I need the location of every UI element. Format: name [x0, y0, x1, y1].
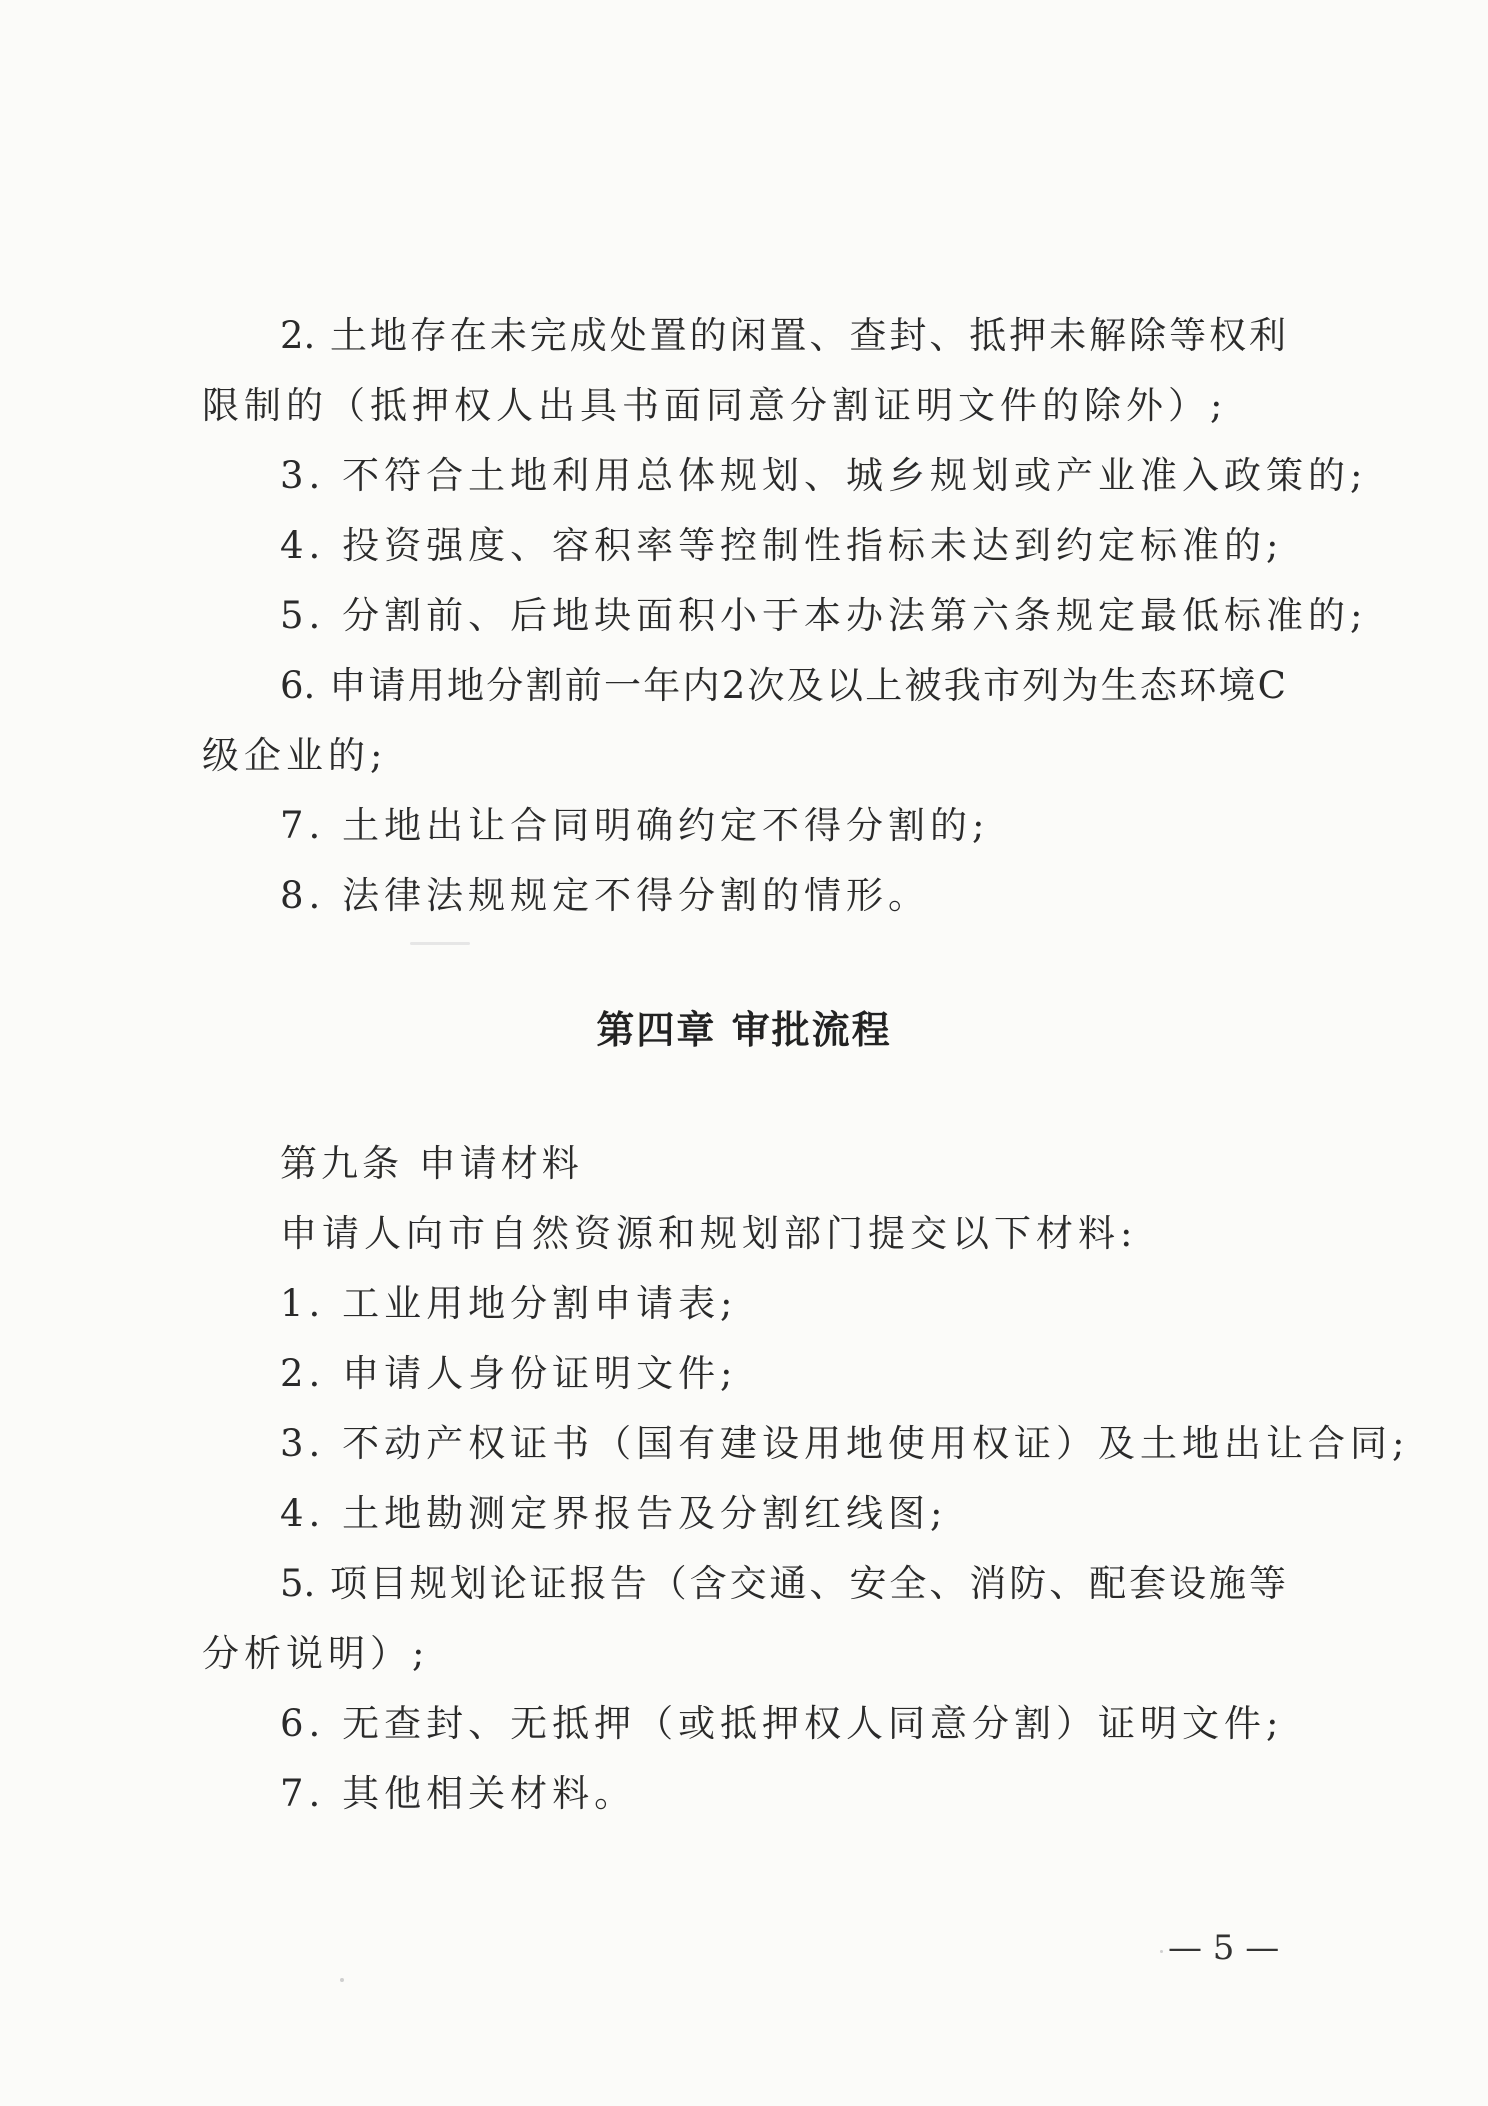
list-item-continuation: 限制的（抵押权人出具书面同意分割证明文件的除外）;: [202, 384, 1228, 427]
page-number: — 5 —: [1168, 1928, 1280, 1968]
list-item: 7. 土地出让合同明确约定不得分割的;: [280, 804, 990, 847]
list-item: 2. 申请人身份证明文件;: [280, 1352, 738, 1395]
article-intro: 申请人向市自然资源和规划部门提交以下材料:: [280, 1212, 1138, 1255]
list-item-continuation: 分析说明）;: [202, 1632, 430, 1675]
list-item: 4. 土地勘测定界报告及分割红线图;: [280, 1492, 948, 1535]
list-item: 4. 投资强度、容积率等控制性指标未达到约定标准的;: [280, 524, 1284, 567]
scan-speck: [410, 942, 470, 945]
list-item: 3. 不符合土地利用总体规划、城乡规划或产业准入政策的;: [280, 454, 1368, 497]
article-title: 第九条 申请材料: [280, 1142, 583, 1185]
list-item: 7. 其他相关材料。: [280, 1772, 637, 1815]
chapter-title: 第四章 审批流程: [596, 1008, 892, 1052]
list-item: 5. 分割前、后地块面积小于本办法第六条规定最低标准的;: [280, 594, 1368, 637]
scan-speck: [1160, 1950, 1163, 1953]
list-item: 5. 项目规划论证报告（含交通、安全、消防、配套设施等: [280, 1562, 1286, 1605]
list-item: 3. 不动产权证书（国有建设用地使用权证）及土地出让合同;: [280, 1422, 1410, 1465]
list-item: 6. 申请用地分割前一年内2次及以上被我市列为生态环境C: [280, 664, 1286, 707]
list-item: 2. 土地存在未完成处置的闲置、查封、抵押未解除等权利: [280, 314, 1286, 357]
list-item-continuation: 级企业的;: [202, 734, 388, 777]
list-item: 1. 工业用地分割申请表;: [280, 1282, 738, 1325]
list-item: 8. 法律法规规定不得分割的情形。: [280, 874, 931, 917]
list-item: 6. 无查封、无抵押（或抵押权人同意分割）证明文件;: [280, 1702, 1284, 1745]
scan-speck: [340, 1978, 344, 1982]
